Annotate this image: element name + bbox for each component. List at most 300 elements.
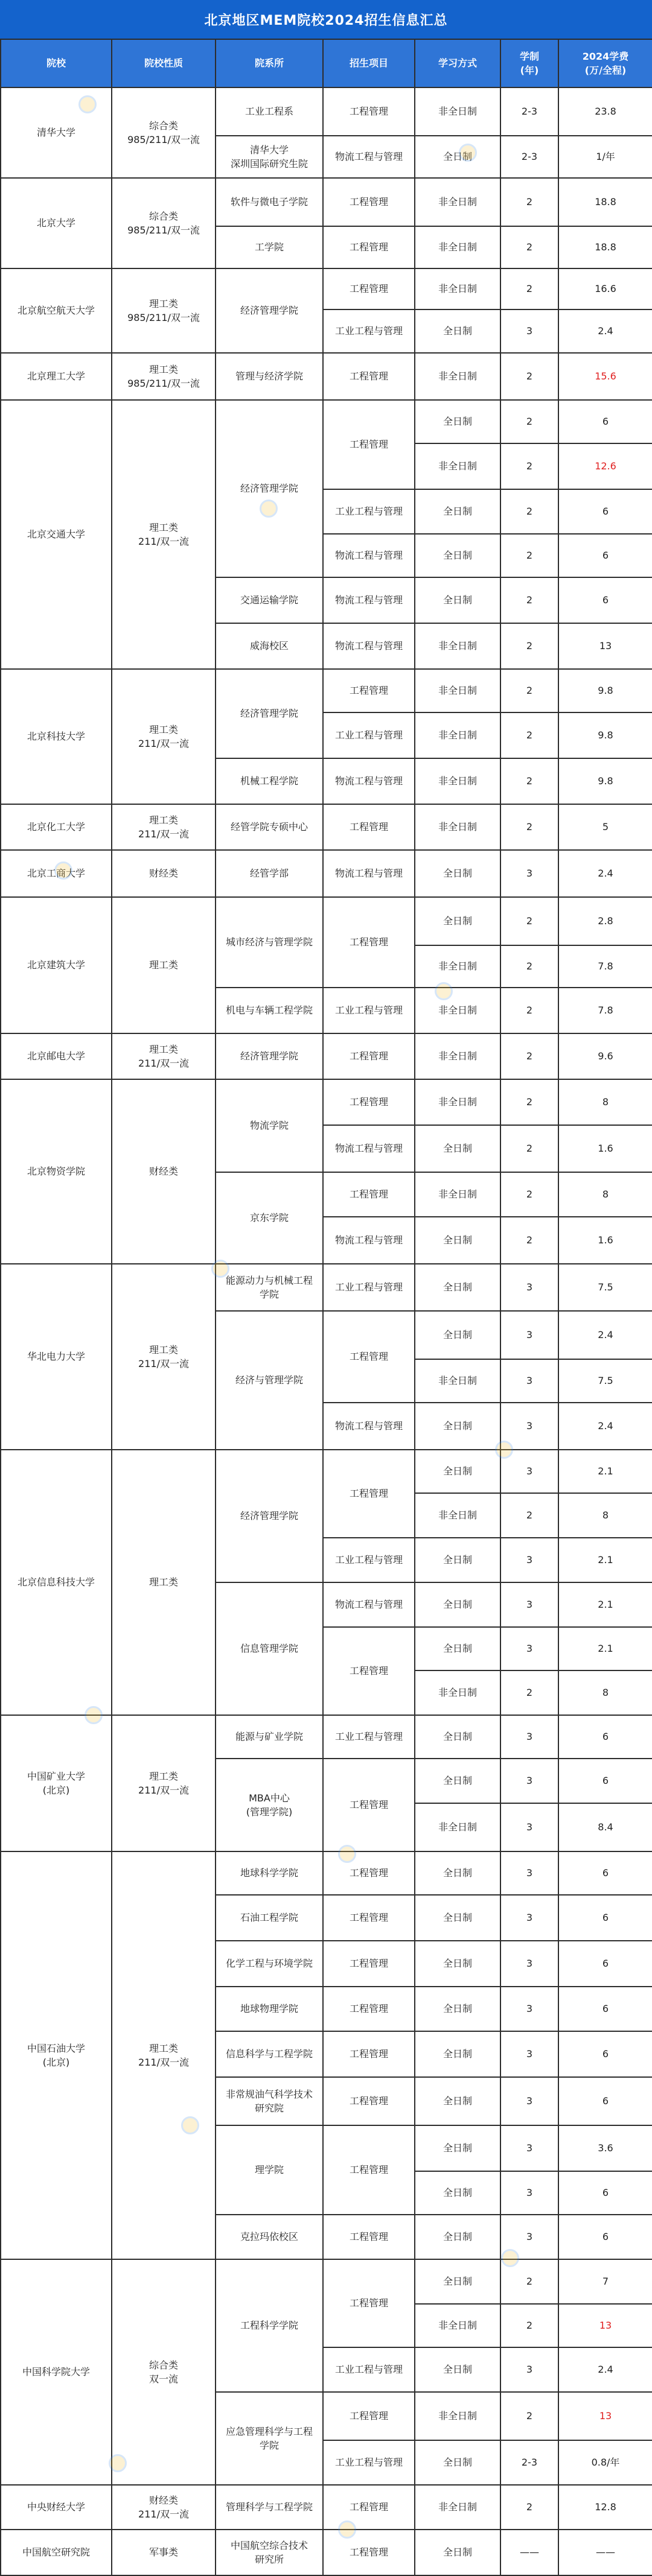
department-cell: 经济与管理学院 [216,1311,323,1450]
tuition-cell: 6 [558,1715,652,1759]
program-cell: 物流工程与管理 [323,1582,415,1627]
tuition-cell: 6 [558,2171,652,2215]
study-mode-cell: 非全日制 [415,268,500,309]
department-cell: 化学工程与环境学院 [216,1941,323,1987]
duration-cell: 2 [500,945,558,988]
program-cell: 工程管理 [323,2530,415,2575]
study-mode-cell: 全日制 [415,2031,500,2077]
program-cell: 工程管理 [323,2259,415,2347]
tuition-cell: 1.6 [558,1217,652,1264]
study-mode-cell: 全日制 [415,2259,500,2304]
duration-cell: 3 [500,1403,558,1450]
tuition-cell: 9.8 [558,758,652,804]
program-cell: 工程管理 [323,804,415,850]
department-cell: 工程科学学院 [216,2259,323,2392]
duration-cell: 2 [500,669,558,712]
program-cell: 工业工程与管理 [323,712,415,758]
program-cell: 工程管理 [323,1895,415,1941]
program-cell: 工程管理 [323,2125,415,2215]
tuition-cell: 6 [558,2215,652,2259]
department-cell: 经管学院专硕中心 [216,804,323,850]
program-cell: 工程管理 [323,353,415,400]
department-cell: 经济管理学院 [216,1450,323,1582]
program-cell: 工业工程与管理 [323,2347,415,2392]
duration-cell: 3 [500,2215,558,2259]
tuition-cell: 8 [558,1670,652,1715]
department-cell: 城市经济与管理学院 [216,897,323,988]
tuition-cell: 0.8/年 [558,2440,652,2485]
department-cell: 机电与车辆工程学院 [216,988,323,1033]
tuition-cell: 23.8 [558,87,652,136]
duration-cell: 2 [500,2392,558,2440]
department-cell: 经济管理学院 [216,1033,323,1079]
study-mode-cell: 非全日制 [415,87,500,136]
tuition-cell: 2.4 [558,850,652,897]
study-mode-cell: 全日制 [415,1987,500,2031]
study-mode-cell: 全日制 [415,1538,500,1582]
study-mode-cell: 全日制 [415,309,500,353]
program-cell: 工程管理 [323,1941,415,1987]
tuition-cell: 7.5 [558,1359,652,1403]
department-cell: 信息科学与工程学院 [216,2031,323,2077]
nature-cell: 综合类 双一流 [112,2259,216,2485]
duration-cell: 2 [500,443,558,489]
duration-cell: 2 [500,2259,558,2304]
duration-cell: 2 [500,1493,558,1538]
study-mode-cell: 非全日制 [415,1493,500,1538]
duration-cell: 2 [500,1033,558,1079]
tuition-cell: 8 [558,1079,652,1125]
tuition-cell: 2.1 [558,1627,652,1670]
tuition-cell: 2.1 [558,1450,652,1493]
study-mode-cell: 全日制 [415,1627,500,1670]
table-row [1,1450,652,1493]
study-mode-cell: 全日制 [415,2125,500,2171]
study-mode-cell: 全日制 [415,1851,500,1895]
mem-admissions-table [0,39,652,2576]
table-row [1,178,652,226]
study-mode-cell: 非全日制 [415,1670,500,1715]
program-cell: 物流工程与管理 [323,534,415,577]
program-cell: 物流工程与管理 [323,1217,415,1264]
tuition-cell: 2.4 [558,1403,652,1450]
program-cell: 工程管理 [323,1311,415,1403]
tuition-cell: 7 [558,2259,652,2304]
study-mode-cell: 非全日制 [415,1359,500,1403]
department-cell: 清华大学 深圳国际研究生院 [216,136,323,178]
tuition-cell: 6 [558,2031,652,2077]
header-study-mode: 学习方式 [415,39,500,87]
department-cell: 物流学院 [216,1079,323,1172]
study-mode-cell: 全日制 [415,1759,500,1803]
tuition-cell: 6 [558,1895,652,1941]
program-cell: 物流工程与管理 [323,136,415,178]
duration-cell: —— [500,2530,558,2575]
program-cell: 物流工程与管理 [323,1403,415,1450]
duration-cell: 3 [500,1538,558,1582]
duration-cell: 2-3 [500,2440,558,2485]
department-cell: 管理科学与工程学院 [216,2485,323,2530]
study-mode-cell: 非全日制 [415,2392,500,2440]
department-cell: 经管学部 [216,850,323,897]
duration-cell: 3 [500,850,558,897]
university-cell: 北京大学 [1,178,112,268]
program-cell: 工程管理 [323,1759,415,1851]
study-mode-cell: 非全日制 [415,669,500,712]
nature-cell: 理工类 211/双一流 [112,400,216,669]
university-cell: 中国航空研究院 [1,2530,112,2575]
university-cell: 北京理工大学 [1,353,112,400]
table-row [1,2485,652,2530]
university-cell: 中央财经大学 [1,2485,112,2530]
program-cell: 工程管理 [323,897,415,988]
university-cell: 华北电力大学 [1,1264,112,1450]
department-cell: 威海校区 [216,623,323,669]
study-mode-cell: 非全日制 [415,988,500,1033]
study-mode-cell: 全日制 [415,1450,500,1493]
study-mode-cell: 全日制 [415,1403,500,1450]
study-mode-cell: 非全日制 [415,226,500,268]
duration-cell: 3 [500,1895,558,1941]
department-cell: 能源动力与机械工程 学院 [216,1264,323,1311]
study-mode-cell: 全日制 [415,400,500,443]
program-cell: 工业工程与管理 [323,1715,415,1759]
duration-cell: 2 [500,268,558,309]
program-cell: 工程管理 [323,268,415,309]
tuition-cell: 13 [558,623,652,669]
study-mode-cell: 非全日制 [415,2485,500,2530]
study-mode-cell: 非全日制 [415,1803,500,1851]
duration-cell: 2 [500,400,558,443]
program-cell: 工程管理 [323,2077,415,2125]
study-mode-cell: 非全日制 [415,443,500,489]
tuition-cell: 13 [558,2304,652,2347]
program-cell: 工程管理 [323,87,415,136]
tuition-cell: 16.6 [558,268,652,309]
duration-cell: 3 [500,1627,558,1670]
duration-cell: 2 [500,1670,558,1715]
header-university: 院校 [1,39,112,87]
duration-cell: 3 [500,2077,558,2125]
university-cell: 中国科学院大学 [1,2259,112,2485]
tuition-cell: 6 [558,400,652,443]
department-cell: 非常规油气科学技术 研究院 [216,2077,323,2125]
university-cell: 清华大学 [1,87,112,178]
department-cell: 能源与矿业学院 [216,1715,323,1759]
department-cell: 管理与经济学院 [216,353,323,400]
tuition-cell: 12.8 [558,2485,652,2530]
department-cell: 京东学院 [216,1172,323,1264]
tuition-cell: 8.4 [558,1803,652,1851]
university-cell: 北京工商大学 [1,850,112,897]
department-cell: 工业工程系 [216,87,323,136]
study-mode-cell: 全日制 [415,850,500,897]
nature-cell: 理工类 [112,1450,216,1715]
study-mode-cell: 全日制 [415,136,500,178]
tuition-cell: 2.4 [558,1311,652,1359]
table-row [1,1715,652,1759]
table-row [1,268,652,309]
program-cell: 物流工程与管理 [323,758,415,804]
nature-cell: 理工类 985/211/双一流 [112,268,216,353]
program-cell: 工业工程与管理 [323,1264,415,1311]
program-cell: 工程管理 [323,1172,415,1217]
program-cell: 工程管理 [323,2215,415,2259]
department-cell: 石油工程学院 [216,1895,323,1941]
tuition-cell: 6 [558,1851,652,1895]
study-mode-cell: 全日制 [415,1941,500,1987]
duration-cell: 2 [500,226,558,268]
header-department: 院系所 [216,39,323,87]
program-cell: 工程管理 [323,2485,415,2530]
department-cell: 工学院 [216,226,323,268]
study-mode-cell: 非全日制 [415,1033,500,1079]
tuition-cell: 7.8 [558,988,652,1033]
duration-cell: 3 [500,1582,558,1627]
table-row [1,1264,652,1311]
tuition-cell: 9.8 [558,669,652,712]
duration-cell: 2-3 [500,87,558,136]
tuition-cell: 9.8 [558,712,652,758]
duration-cell: 2 [500,534,558,577]
duration-cell: 3 [500,1715,558,1759]
department-cell: MBA中心 (管理学院) [216,1759,323,1851]
header-tuition: 2024学费 (万/全程) [558,39,652,87]
study-mode-cell: 全日制 [415,1582,500,1627]
university-cell: 北京邮电大学 [1,1033,112,1079]
header-duration: 学制 (年) [500,39,558,87]
duration-cell: 2 [500,1125,558,1172]
department-cell: 经济管理学院 [216,669,323,758]
tuition-cell: 7.5 [558,1264,652,1311]
duration-cell: 3 [500,1450,558,1493]
table-row [1,353,652,400]
tuition-cell: 2.1 [558,1538,652,1582]
duration-cell: 3 [500,1264,558,1311]
program-cell: 工程管理 [323,1851,415,1895]
duration-cell: 3 [500,1987,558,2031]
department-cell: 经济管理学院 [216,268,323,353]
duration-cell: 2 [500,178,558,226]
tuition-cell: 5 [558,804,652,850]
study-mode-cell: 非全日制 [415,2304,500,2347]
program-cell: 工程管理 [323,400,415,489]
duration-cell: 3 [500,1803,558,1851]
study-mode-cell: 非全日制 [415,623,500,669]
nature-cell: 综合类 985/211/双一流 [112,178,216,268]
study-mode-cell: 全日制 [415,2530,500,2575]
duration-cell: 2 [500,1079,558,1125]
nature-cell: 财经类 211/双一流 [112,2485,216,2530]
nature-cell: 理工类 211/双一流 [112,1264,216,1450]
duration-cell: 3 [500,1941,558,1987]
tuition-cell: 2.4 [558,2347,652,2392]
department-cell: 克拉玛依校区 [216,2215,323,2259]
tuition-cell: 18.8 [558,178,652,226]
program-cell: 工程管理 [323,1987,415,2031]
tuition-cell: 1.6 [558,1125,652,1172]
department-cell: 机械工程学院 [216,758,323,804]
tuition-cell: 2.8 [558,897,652,945]
study-mode-cell: 非全日制 [415,945,500,988]
program-cell: 工程管理 [323,178,415,226]
study-mode-cell: 非全日制 [415,758,500,804]
program-cell: 工业工程与管理 [323,2440,415,2485]
study-mode-cell: 全日制 [415,1264,500,1311]
study-mode-cell: 全日制 [415,2215,500,2259]
tuition-cell: —— [558,2530,652,2575]
page-title: 北京地区MEM院校2024招生信息汇总 [0,0,652,39]
tuition-cell: 2.4 [558,309,652,353]
duration-cell: 2 [500,489,558,534]
duration-cell: 3 [500,1311,558,1359]
duration-cell: 2 [500,897,558,945]
study-mode-cell: 非全日制 [415,178,500,226]
tuition-cell: 6 [558,489,652,534]
duration-cell: 3 [500,2031,558,2077]
study-mode-cell: 非全日制 [415,1079,500,1125]
university-cell: 北京化工大学 [1,804,112,850]
department-cell: 理学院 [216,2125,323,2215]
table-row [1,850,652,897]
nature-cell: 理工类 211/双一流 [112,669,216,804]
program-cell: 物流工程与管理 [323,850,415,897]
program-cell: 物流工程与管理 [323,623,415,669]
table-row [1,400,652,443]
tuition-cell: 18.8 [558,226,652,268]
study-mode-cell: 全日制 [415,2077,500,2125]
study-mode-cell: 非全日制 [415,804,500,850]
header-program: 招生项目 [323,39,415,87]
department-cell: 地球科学学院 [216,1851,323,1895]
duration-cell: 2 [500,2304,558,2347]
program-cell: 物流工程与管理 [323,577,415,623]
tuition-cell: 8 [558,1493,652,1538]
duration-cell: 2 [500,1172,558,1217]
program-cell: 工业工程与管理 [323,1538,415,1582]
duration-cell: 3 [500,2171,558,2215]
tuition-cell: 7.8 [558,945,652,988]
study-mode-cell: 全日制 [415,1217,500,1264]
study-mode-cell: 全日制 [415,2440,500,2485]
duration-cell: 2 [500,353,558,400]
study-mode-cell: 全日制 [415,534,500,577]
table-row [1,804,652,850]
duration-cell: 3 [500,2125,558,2171]
study-mode-cell: 非全日制 [415,712,500,758]
study-mode-cell: 全日制 [415,2171,500,2215]
tuition-cell: 9.6 [558,1033,652,1079]
program-cell: 工业工程与管理 [323,988,415,1033]
university-cell: 北京建筑大学 [1,897,112,1033]
study-mode-cell: 全日制 [415,1311,500,1359]
table-row [1,1079,652,1125]
university-cell: 北京科技大学 [1,669,112,804]
tuition-cell: 2.1 [558,1582,652,1627]
program-cell: 工程管理 [323,1627,415,1715]
nature-cell: 理工类 211/双一流 [112,1715,216,1851]
study-mode-cell: 全日制 [415,897,500,945]
nature-cell: 理工类 211/双一流 [112,804,216,850]
table-row [1,2259,652,2304]
study-mode-cell: 全日制 [415,1715,500,1759]
program-cell: 工程管理 [323,2031,415,2077]
study-mode-cell: 全日制 [415,2347,500,2392]
study-mode-cell: 全日制 [415,1125,500,1172]
university-cell: 中国矿业大学 (北京) [1,1715,112,1851]
table-row [1,1851,652,1895]
nature-cell: 理工类 985/211/双一流 [112,353,216,400]
study-mode-cell: 全日制 [415,489,500,534]
tuition-cell: 6 [558,577,652,623]
program-cell: 工程管理 [323,1079,415,1125]
table-row [1,1033,652,1079]
duration-cell: 2 [500,1217,558,1264]
duration-cell: 2 [500,2485,558,2530]
duration-cell: 2-3 [500,136,558,178]
duration-cell: 2 [500,623,558,669]
tuition-cell: 13 [558,2392,652,2440]
tuition-cell: 15.6 [558,353,652,400]
nature-cell: 理工类 [112,897,216,1033]
department-cell: 软件与微电子学院 [216,178,323,226]
tuition-cell: 6 [558,534,652,577]
tuition-cell: 12.6 [558,443,652,489]
tuition-cell: 6 [558,1759,652,1803]
study-mode-cell: 全日制 [415,1895,500,1941]
tuition-cell: 8 [558,1172,652,1217]
duration-cell: 2 [500,712,558,758]
department-cell: 中国航空综合技术 研究所 [216,2530,323,2575]
nature-cell: 理工类 211/双一流 [112,1033,216,1079]
duration-cell: 2 [500,577,558,623]
nature-cell: 军事类 [112,2530,216,2575]
department-cell: 经济管理学院 [216,400,323,577]
table-body [1,87,652,2575]
duration-cell: 3 [500,1851,558,1895]
table-header-row [1,39,652,87]
study-mode-cell: 全日制 [415,577,500,623]
program-cell: 工业工程与管理 [323,489,415,534]
duration-cell: 3 [500,309,558,353]
nature-cell: 理工类 211/双一流 [112,1851,216,2259]
university-cell: 北京航空航天大学 [1,268,112,353]
tuition-cell: 1/年 [558,136,652,178]
duration-cell: 3 [500,2347,558,2392]
nature-cell: 财经类 [112,850,216,897]
duration-cell: 2 [500,758,558,804]
tuition-cell: 6 [558,1941,652,1987]
department-cell: 交通运输学院 [216,577,323,623]
table-row [1,669,652,712]
study-mode-cell: 非全日制 [415,1172,500,1217]
department-cell: 应急管理科学与工程 学院 [216,2392,323,2485]
tuition-cell: 3.6 [558,2125,652,2171]
university-cell: 北京信息科技大学 [1,1450,112,1715]
department-cell: 信息管理学院 [216,1582,323,1715]
duration-cell: 3 [500,1359,558,1403]
table-row [1,897,652,945]
header-nature: 院校性质 [112,39,216,87]
duration-cell: 2 [500,988,558,1033]
department-cell: 地球物理学院 [216,1987,323,2031]
tuition-cell: 6 [558,2077,652,2125]
program-cell: 工程管理 [323,226,415,268]
university-cell: 北京物资学院 [1,1079,112,1264]
tuition-cell: 6 [558,1987,652,2031]
program-cell: 物流工程与管理 [323,1125,415,1172]
university-cell: 中国石油大学 (北京) [1,1851,112,2259]
